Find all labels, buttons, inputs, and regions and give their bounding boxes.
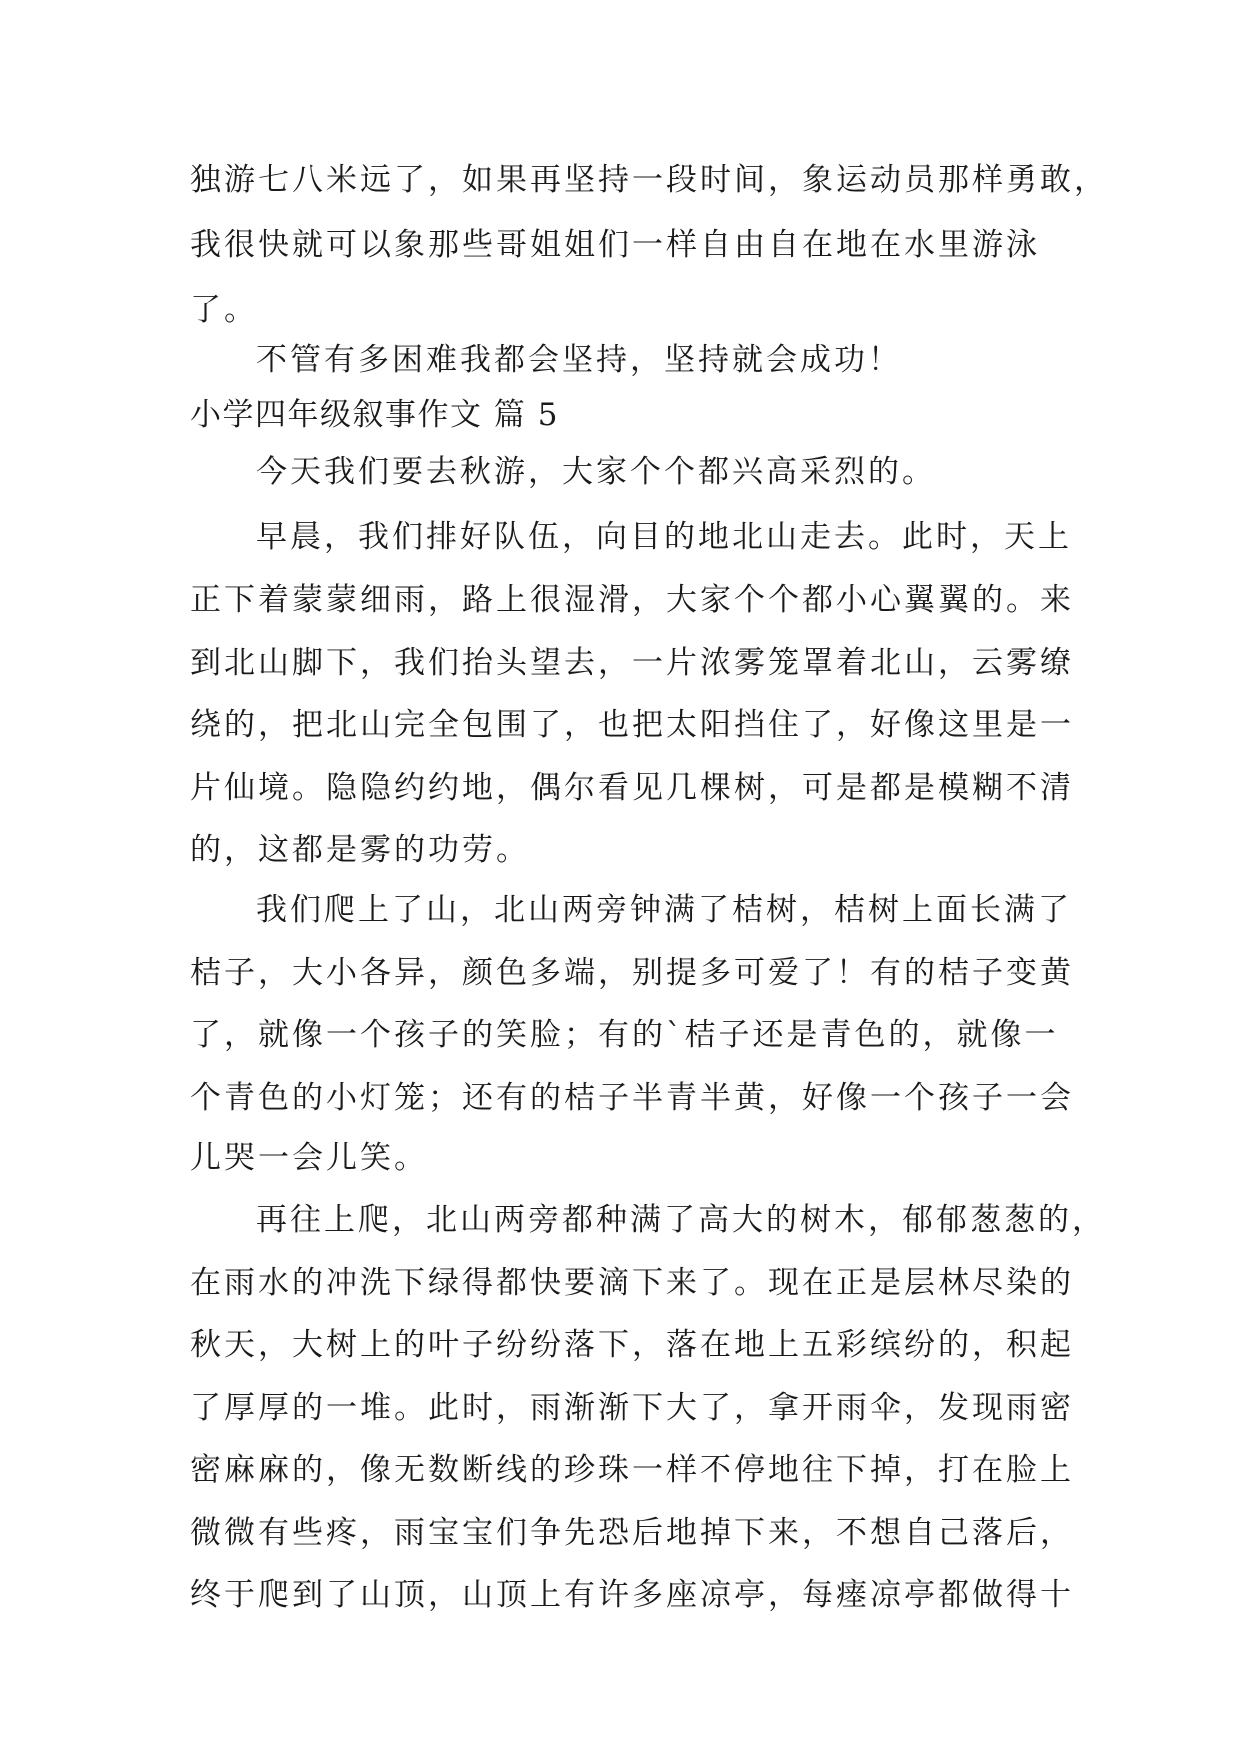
- text-line: 秋天，大树上的叶子纷纷落下，落在地上五彩缤纷的，积起: [190, 1327, 1074, 1363]
- text-line: 早晨，我们排好队伍，向目的地北山走去。此时，天上: [256, 519, 1072, 555]
- text-line: 微微有些疼，雨宝宝们争先恐后地掉下来，不想自己落后，: [190, 1515, 1074, 1551]
- text-line: 了厚厚的一堆。此时，雨渐渐下大了，拿开雨伞，发现雨密: [190, 1390, 1074, 1426]
- text-line: 终于爬到了山顶，山顶上有许多座凉亭，每瘗凉亭都做得十: [190, 1577, 1074, 1613]
- text-line: 我们爬上了山，北山两旁钟满了桔树，桔树上面长满了: [256, 892, 1072, 928]
- text-line: 独游七八米远了，如果再坚持一段时间，象运动员那样勇敢，: [190, 162, 1108, 198]
- text-line: 个青色的小灯笼；还有的桔子半青半黄，好像一个孩子一会: [190, 1080, 1074, 1116]
- text-line: 片仙境。隐隐约约地，偶尔看见几棵树，可是都是模糊不清: [190, 770, 1074, 806]
- text-line: 正下着蒙蒙细雨，路上很湿滑，大家个个都小心翼翼的。来: [190, 582, 1074, 618]
- text-line: 在雨水的冲洗下绿得都快要滴下来了。现在正是层林尽染的: [190, 1265, 1074, 1301]
- text-line: 了，就像一个孩子的笑脸；有的`桔子还是青色的，就像一: [190, 1017, 1059, 1053]
- text-line: 绕的，把北山完全包围了，也把太阳挡住了，好像这里是一: [190, 707, 1074, 743]
- text-line: 儿哭一会儿笑。: [190, 1140, 428, 1176]
- text-line: 到北山脚下，我们抬头望去，一片浓雾笼罩着北山，云雾缭: [190, 645, 1074, 681]
- text-line: 桔子，大小各异，颜色多端，别提多可爱了！有的桔子变黄: [190, 955, 1074, 991]
- text-line: 我很快就可以象那些哥姐姐们一样自由自在地在水里游泳: [190, 227, 1040, 263]
- text-line: 的，这都是雾的功劳。: [190, 832, 530, 868]
- text-line: 不管有多困难我都会坚持，坚持就会成功！: [256, 342, 902, 378]
- text-line: 密麻麻的，像无数断线的珍珠一样不停地往下掉，打在脸上: [190, 1452, 1074, 1488]
- text-line: 了。: [190, 292, 258, 328]
- text-line: 再往上爬，北山两旁都种满了高大的树木，郁郁葱葱的，: [256, 1202, 1106, 1238]
- text-line: 今天我们要去秋游，大家个个都兴高采烈的。: [256, 454, 936, 490]
- section-heading: 小学四年级叙事作文 篇 5: [190, 397, 559, 433]
